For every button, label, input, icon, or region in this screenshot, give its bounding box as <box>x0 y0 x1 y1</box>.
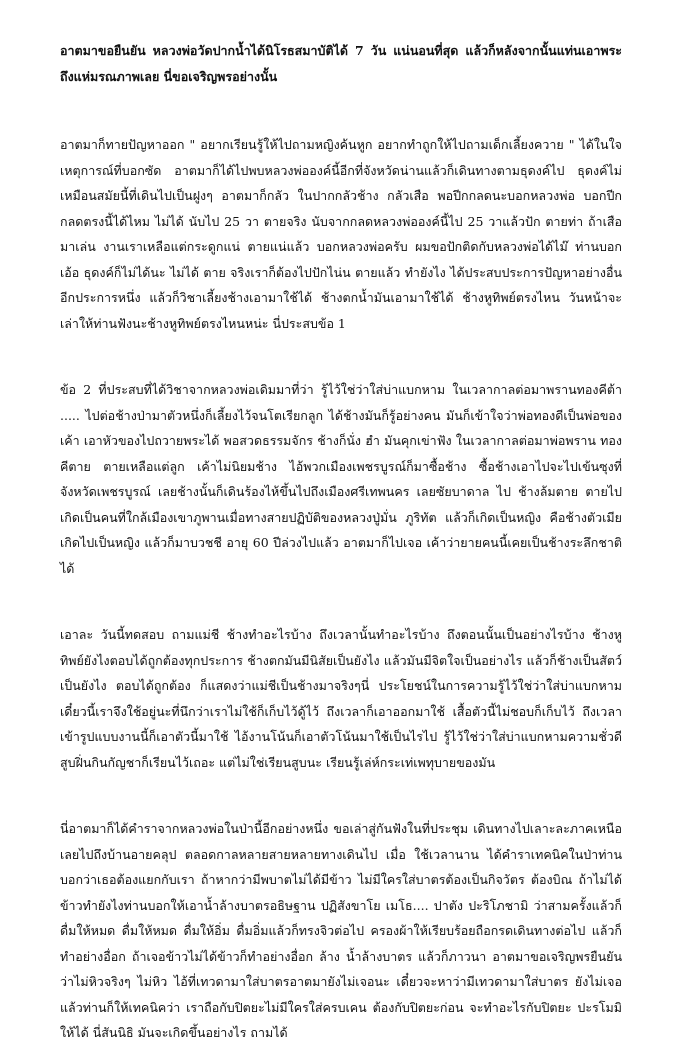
document-title: อาตมาขอยืนยัน หลวงพ่อวัดปากน้ำได้นิโรธสมาบัติได้ 7 วัน แน่นอนที่สุด แล้วก็หลังจากนั้นแท่นเอาพระถึงแห่มรณภาพเลย นี่ขอเจริญพรอย่างนั้น <box>60 43 622 84</box>
paragraph-4: นี่อาตมาก็ได้คำราจากหลวงพ่อในป่านี้อีกอย่างหนึ่ง ขอเล่าสู่กันฟังในที่ประชุม เดินทางไปเลาะละภาคเหนือ เลยไปถึงบ้านอายคลุป ตลอดกาลหลายสายหลายทางเดินไป เมื่อ ใช้เวลานาน ได้คำราเทคนิคในป่าท่านบอกว่าเธอต้องแยกกับเรา ถ้าหากว่ามีพบาตไม่ได้มีข้าว ไม่มีใครใส่บาตรต้องเป็นกิจวัตร ต้องบิณ ถ้าไม่ได้ข้าวทำยังไงท่านบอกให้เอาน้ำล้างบาตรอธิษฐาน ปฏิสังขาโย เมโธ.... ปาตัง ปะริโภชามิ ว่าสามครั้งแล้วก็ดื่มให้หมด ดื่มให้หมด ดื่มให้อิ่ม ดื่มอิ่มแล้วก็ทรงจิวต่อไป ครองผ้าให้เรียบร้อยถือกรดเดินทางต่อไป แล้วก็ทำอย่างอื่อก ถ้าเจอข้าวไม่ได้ข้าวก็ทำอย่างอื่อก ล้าง น้ำล้างบาตร แล้วก็ภาวนา อาตมาขอเจริญพรยืนยันว่าไม่หิวจริงๆ ไม่หิว ไอ้ที่เทวดามาใส่บาตรอาตมายังไม่เจอนะ เดี๋ยวจะหาว่ามีเทวดามาใส่บาตร ยังไม่เจอ แล้วท่านก็ให้เทคนิคว่า เราถือกับปิตยะไม่มีใครใส่ครบเคน ต้องกับปิตยะก่อน จะทำอะไรกับปิตยะ ปะรโมมิ ให้ได้ นี่สันนิธิ มันจะเกิดขึ้นอย่างไร ถามได้ <box>60 821 622 1040</box>
paragraph-1: อาตมาก็ทายปัญหาออก " อยากเรียนรู้ให้ไปถามหญิงค้นหูก อยากทำถูกให้ไปถามเด็กเลี้ยงควาย " ได้ในใจเหตุการณ์ที่บอกซัด อาตมาก็ได้ไปพบหลวงพ่อองค์นี้อีกที่จังหวัดน่านแล้วก็เดินทางตามธุดงค์ไป ธุดงค์ไม่เหมือนสมัยนี้ที่เดินไปเป็นฝูงๆ อาตมาก็กลัว ในปากกลัวช้าง กลัวเสือ พอปีกกลดนะบอกหลวงพ่อ บอกปีกกลดตรงนี้ได้ไหม ไม่ได้ นับไป 25 วา ตายจริง นับจากกลดหลวงพ่อองค์นี้ไป 25 วาแล้วปัก ตายท่า ถ้าเสือมาเล่น งานเราเหลือแต่กระดูกแน่ ตายแน่แล้ว บอกหลวงพ่อครับ ผมขอปักติดกับหลวงพ่อได้ไม๊ ท่านบอก เอ้อ ธุดงค์ก็ไม่ได้นะ ไม่ได้ ตาย จริงเราก็ต้องไปปักไน่น ตายแล้ว ทำยังไง ได้ประสบประการปัญหาอย่างอื่นอีกประการหนึ่ง แล้วก็วิชาเลี้ยงช้างเอามาใช้ได้ ช้างตกน้ำมันเอามาใช้ได้ ช้างหูทิพย์ตรงไหน วันหน้าจะเล่าให้ท่านฟังนะช้างหูทิพย์ตรงไหนหน่ะ นี่ประสบข้อ 1 <box>60 137 622 331</box>
paragraph-3: เอาละ วันนี้ทดสอบ ถามแม่ชี ช้างทำอะไรบ้าง ถึงเวลานั้นทำอะไรบ้าง ถึงตอนนั้นเป็นอย่างไรบ้าง ช้างหูทิพย์ยังไงตอบได้ถูกต้องทุกประการ ช้างตกมันมีนิสัยเป็นยังไง แล้วมันมีจิตใจเป็นอย่างไร แล้วก็ช้างเป็นสัตว์เป็นยังไง ตอบได้ถูกต้อง ก็แสดงว่าแม่ชีเป็นช้างมาจริงๆนี่ ประโยชน์ในการความรู้ไว้ใช่ว่าใส่บ่าแบกหาม เดี๋ยวนี้เราจึงใช้อยู่นะที่นึกว่าเราไม่ใช้ก็เก็บไว้ดู้ไว้ ถึงเวลาก็เอาออกมาใช้ เสื้อตัวนี้ไม่ชอบก็เก็บไว้ ถึงเวลาเข้ารูปแบบงานนี้ก็เอาตัวนี้มาใช้ ไอ้งานโน้นก็เอาตัวโน้นมาใช้เป็นไรไป รู้ไว้ใช่ว่าใส่บ่าแบกหามความชั่วดี สูบฝิ่นกินกัญชาก็เรียนไว้เถอะ แต่ไม่ใช่เรียนสูบนะ เรียนรู้เล่ห์กระเท่เพทุบายของมัน <box>60 627 622 770</box>
paragraph-2: ข้อ 2 ที่ประสบที่ได้วิชาจากหลวงพ่อเดิมมาที่ว่า รู้ไว้ใช่ว่าใส่บ่าแบกหาม ในเวลากาลต่อมาพรานทองคีต้า ..... ไปต่อช้างป่ามาตัวหนึ่งก็เลี้ยงไว้จนโตเรียกลูก ได้ช้างมันก็รู้อย่างคน มันก็เข้าใจว่าพ่อทองดีเป็นพ่อของเค้า เอาหัวของไปถวายพระได้ พอสวดธรรมจักร ช้างก็นั่ง ฮำ มันคุกเข่าฟัง ในเวลากาลต่อมาพ่อพราน ทองคีตาย ตายเหลือแต่ลูก เค้าไม่นิยมช้าง ไอ้พวกเมืองเพชรบูรณ์ก็มาซื้อช้าง ซื้อช้างเอาไปจะไปเข้นซุงที่จังหวัดเพชรบูรณ์ เลยช้างนั้นก็เดินร้องไห้ขึ้นไปถึงเมืองศรีเทพนคร เลยซัยบาดาล ไป ช้างล้มตาย ตายไปเกิดเป็นคนที่ใกล้เมืองเขาภูพานเมื่อทางสายปฏิบัติของหลวงปู่มั่น ภูริทัต แล้วก็เกิดเป็นหญิง คือช้างตัวเมียเกิดไปเป็นหญิง แล้วก็มาบวชชี อายุ 60 ปีล่วงไปแล้ว อาตมาก็ไปเจอ เค้าว่ายายคนนี้เคยเป็นช้างระลึกชาติได้ <box>60 382 622 576</box>
